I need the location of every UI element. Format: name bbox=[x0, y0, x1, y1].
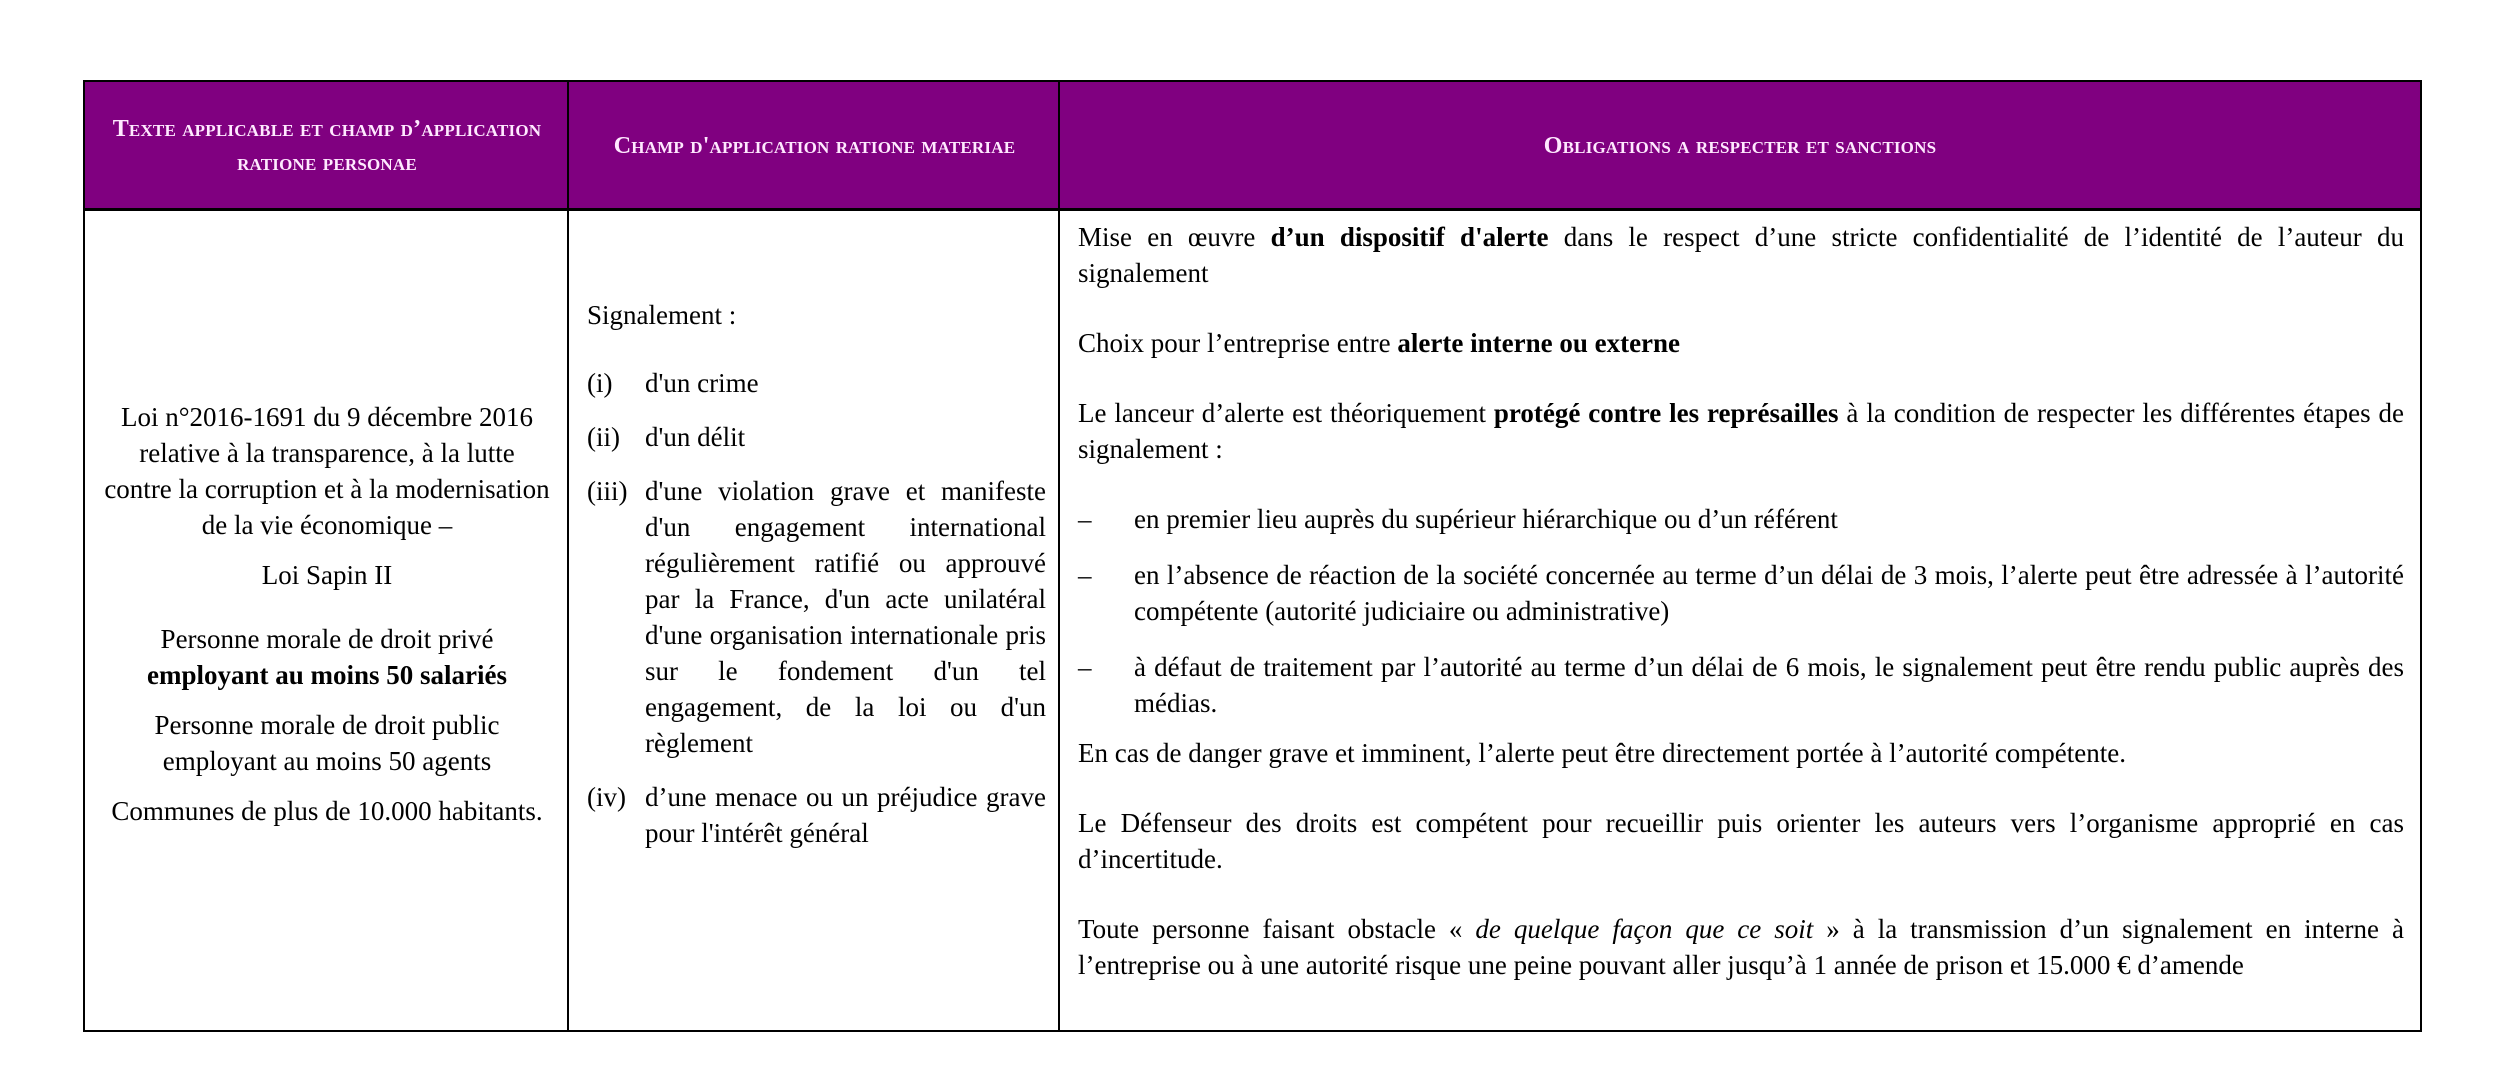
header-materiae bbox=[569, 82, 1060, 209]
bold-run: protégé contre les représailles bbox=[1493, 398, 1839, 428]
text-run: Mise en œuvre bbox=[1078, 222, 1271, 252]
obligations-table bbox=[83, 80, 2422, 1032]
step-item bbox=[1078, 649, 2404, 721]
list-item bbox=[587, 419, 1046, 455]
dash-bullet: – bbox=[1078, 652, 1092, 682]
step-item bbox=[1078, 557, 2404, 629]
private-entity-threshold: employant au moins 50 salariés bbox=[146, 659, 508, 690]
cell-applicable-text bbox=[85, 211, 569, 1030]
obligation-sanction bbox=[1078, 911, 2404, 983]
cell-scope-materiae bbox=[571, 211, 1060, 1030]
step-text: en l’absence de réaction de la société concernée au terme d’un délai de 3 mois, l’alerte peut être adressée à l’autorité compétente (autorité judiciaire ou administrative) bbox=[1134, 560, 2404, 626]
obligation-alert-system bbox=[1078, 219, 2404, 291]
header-materiae-text: Champ d'application ratione materiae bbox=[613, 132, 1016, 159]
header-personae bbox=[85, 82, 569, 209]
item-text: d'un délit bbox=[645, 422, 746, 452]
header-obligations-text: Obligations a respecter et sanctions bbox=[1543, 132, 1937, 159]
bold-run: alerte interne ou externe bbox=[1397, 328, 1681, 358]
obligation-protection bbox=[1078, 395, 2404, 467]
obligation-defender-of-rights: Le Défenseur des droits est compétent pour recueillir puis orienter les auteurs vers l’organisme approprié en cas d’incertitude. bbox=[1078, 808, 2404, 874]
text-run: dans le respect d’une stricte confidentialité de l’identité de l’auteur du signalement bbox=[1078, 222, 2404, 288]
item-number: (i) bbox=[587, 368, 613, 398]
cell-obligations bbox=[1062, 211, 2420, 1030]
step-text: à défaut de traitement par l’autorité au terme d’un délai de 6 mois, le signalement peut être rendu public auprès des médias. bbox=[1134, 652, 2404, 718]
list-item bbox=[587, 473, 1046, 761]
law-name: Loi Sapin II bbox=[261, 559, 393, 590]
item-number: (ii) bbox=[587, 422, 620, 452]
text-run: Le lanceur d’alerte est théoriquement bbox=[1078, 398, 1494, 428]
step-item bbox=[1078, 501, 2404, 537]
header-personae-text: Texte applicable et champ d’application ratione personae bbox=[112, 115, 542, 176]
text-run: Choix pour l’entreprise entre bbox=[1078, 328, 1398, 358]
report-intro: Signalement : bbox=[587, 300, 737, 330]
item-text: d'un crime bbox=[645, 368, 759, 398]
text-run: » à la transmission d’un signalement en interne à l’entreprise ou à une autorité risque une peine pouvant aller jusqu’à 1 année de prison et 15.000 € d’amende bbox=[1078, 914, 2404, 980]
obligation-choice bbox=[1078, 325, 2404, 361]
bold-run: d’un dispositif d'alerte bbox=[1270, 222, 1549, 252]
dash-bullet: – bbox=[1078, 560, 1092, 590]
header-obligations bbox=[1060, 82, 2420, 209]
list-item bbox=[587, 779, 1046, 851]
communes: Communes de plus de 10.000 habitants. bbox=[111, 795, 543, 826]
step-text: en premier lieu auprès du supérieur hiérarchique ou d’un référent bbox=[1134, 504, 1838, 534]
list-item bbox=[587, 365, 1046, 401]
item-number: (iv) bbox=[587, 782, 626, 812]
item-number: (iii) bbox=[587, 476, 628, 506]
public-entity: Personne morale de droit public employant au moins 50 agents bbox=[154, 709, 500, 776]
private-entity-prefix: Personne morale de droit privé bbox=[160, 623, 494, 654]
law-title: Loi n°2016-1691 du 9 décembre 2016 relative à la transparence, à la lutte contre la corruption et à la modernisation de la vie économique – bbox=[104, 401, 550, 540]
text-run: à la condition de respecter les différentes étapes de signalement : bbox=[1078, 398, 2404, 464]
dash-bullet: – bbox=[1078, 504, 1092, 534]
private-entity bbox=[103, 621, 551, 693]
item-text: d’une menace ou un préjudice grave pour l'intérêt général bbox=[645, 782, 1046, 848]
italic-run: de quelque façon que ce soit bbox=[1475, 914, 1814, 944]
text-run: Toute personne faisant obstacle « bbox=[1078, 914, 1476, 944]
obligation-imminent-danger: En cas de danger grave et imminent, l’alerte peut être directement portée à l’autorité compétente. bbox=[1078, 738, 2127, 768]
item-text: d'une violation grave et manifeste d'un engagement international régulièrement ratifié ou approuvé par la France, d'un acte unilatéral d'une organisation internationale pris sur le fondement d'un tel engagement, de la loi ou d'un règlement bbox=[645, 476, 1046, 758]
